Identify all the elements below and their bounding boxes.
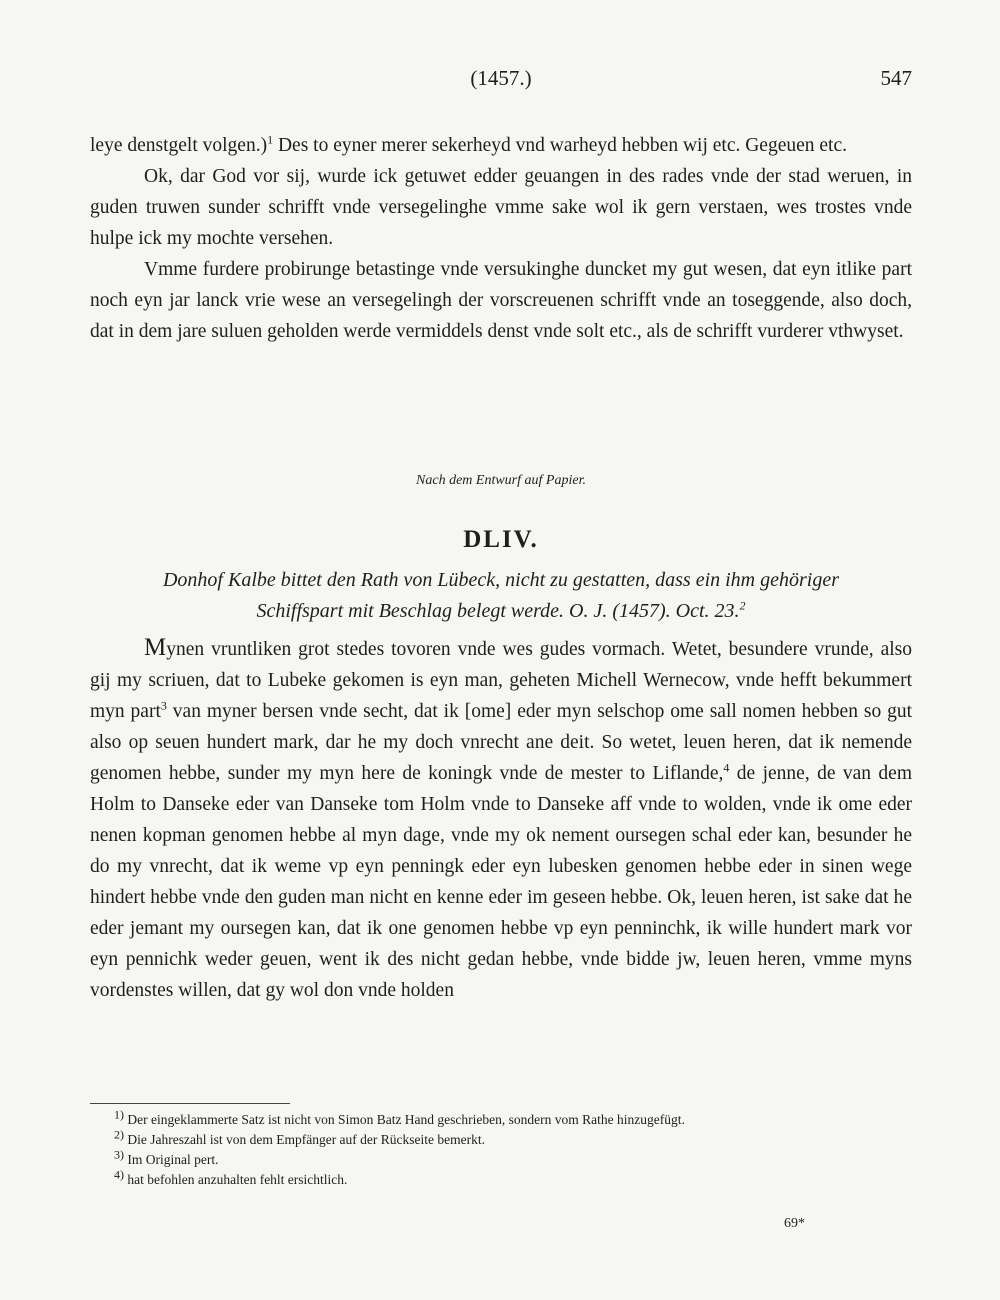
footnote-ref: 3 <box>160 698 167 713</box>
footnote-ref: 1 <box>267 132 274 147</box>
header-year: (1457.) <box>470 66 532 90</box>
initial-letter: M <box>144 634 167 661</box>
letter-text <box>90 632 912 1006</box>
document-summary <box>90 565 912 627</box>
footnote: $^{2)}$ Die Jahreszahl ist von dem Empfänger auf der Rückseite bemerkt. <box>114 1127 485 1147</box>
paragraph: Ok, dar God vor sij, wurde ick getuwet edder geuangen in des rades vnde der stad weruen, in guden truwen sunder schrifft vnde versegelinghe vmme sake wol ik gern verstaen, wes trostes vnde hulpe ick my mochte versehen. <box>90 166 912 249</box>
footnotes <box>90 1107 912 1190</box>
document-number: DLIV. <box>463 526 539 553</box>
footnote: $^{3)}$ Im Original pert. <box>114 1147 219 1167</box>
source-note: Nach dem Entwurf auf Papier. <box>416 473 586 488</box>
footnote-rule <box>90 1103 290 1104</box>
footnote: $^{4)}$ hat befohlen anzuhalten fehlt ersichtlich. <box>114 1167 348 1187</box>
closing-paragraph: leye denstgelt volgen.)$^1$ Des to eyner merer sekerheyd vnd warheyd hebben wij etc. Gegeuen etc. <box>90 132 848 156</box>
signature-mark: 69* <box>784 1216 805 1231</box>
letter-paragraph: Mynen vruntliken grot stedes tovoren vnde wes gudes vormach. Wetet, besundere vrunde, also gij my scriuen, dat to Lubeke gekomen is eyn man, geheten Michell Wernecow, vnde hefft bekummert myn part$^3$ van myner bersen vnde secht, dat ik [ome] eder myn selschop ome sall nomen hebben so gut also op seuen hundert mark, dar he my doch vnrecht ane deit. So wetet, leuen heren, dat ik nemende genomen hebbe, sunder my myn here de koningk vnde de mester to Liflande,$^4$ de jenne, de van dem Holm to Danseke eder van Danseke tom Holm vnde to Danseke aff vnde to wolden, vnde ik ome eder nenen kopman genomen hebbe al myn dage, vnde my ok nement oursegen schal eder kan, besunder he do my vnrecht, dat ik weme vp eyn penningk eder eyn lubesken genomen hebbe eder in sinen wege hindert hebbe vnde den guden man nicht en kenne eder im geseen hebbe. Ok, leuen heren, ist sake dat he eder jemant my oursegen kan, dat ik one genomen hebbe vp eyn penninchk, ik wille hundert mark vor eyn pennichk weder geuen, went ik des nicht gedan hebbe, vnde bidde jw, leuen heren, vmme myns vordenstes willen, dat gy wol don vnde holden <box>90 634 913 1001</box>
footnote: $^{1)}$ Der eingeklammerte Satz ist nicht von Simon Batz Hand geschrieben, sondern vom Rathe hinzugefügt. <box>114 1107 685 1127</box>
continuation-text <box>90 130 912 347</box>
paragraph: Vmme furdere probirunge betastinge vnde versukinghe duncket my gut wesen, dat eyn itlike part noch eyn jar lanck vrie wese an versegelingh der vorscreuenen schrifft vnde an toseggende, also doch, dat in dem jare suluen geholden werde vermiddels denst vnde solt etc., als de schrifft vurderer vthwyset. <box>90 259 912 342</box>
footnote-ref: 2 <box>739 598 746 613</box>
page-number: 547 <box>880 66 912 90</box>
footnote-ref: 4 <box>723 760 730 775</box>
summary-line: Donhof Kalbe bittet den Rath von Lübeck, nicht zu gestatten, dass ein ihm gehöriger <box>162 569 839 591</box>
page-header <box>90 66 912 100</box>
summary-line: Schiffspart mit Beschlag belegt werde. O. J. (1457). Oct. 23.$^2$ <box>256 598 746 622</box>
